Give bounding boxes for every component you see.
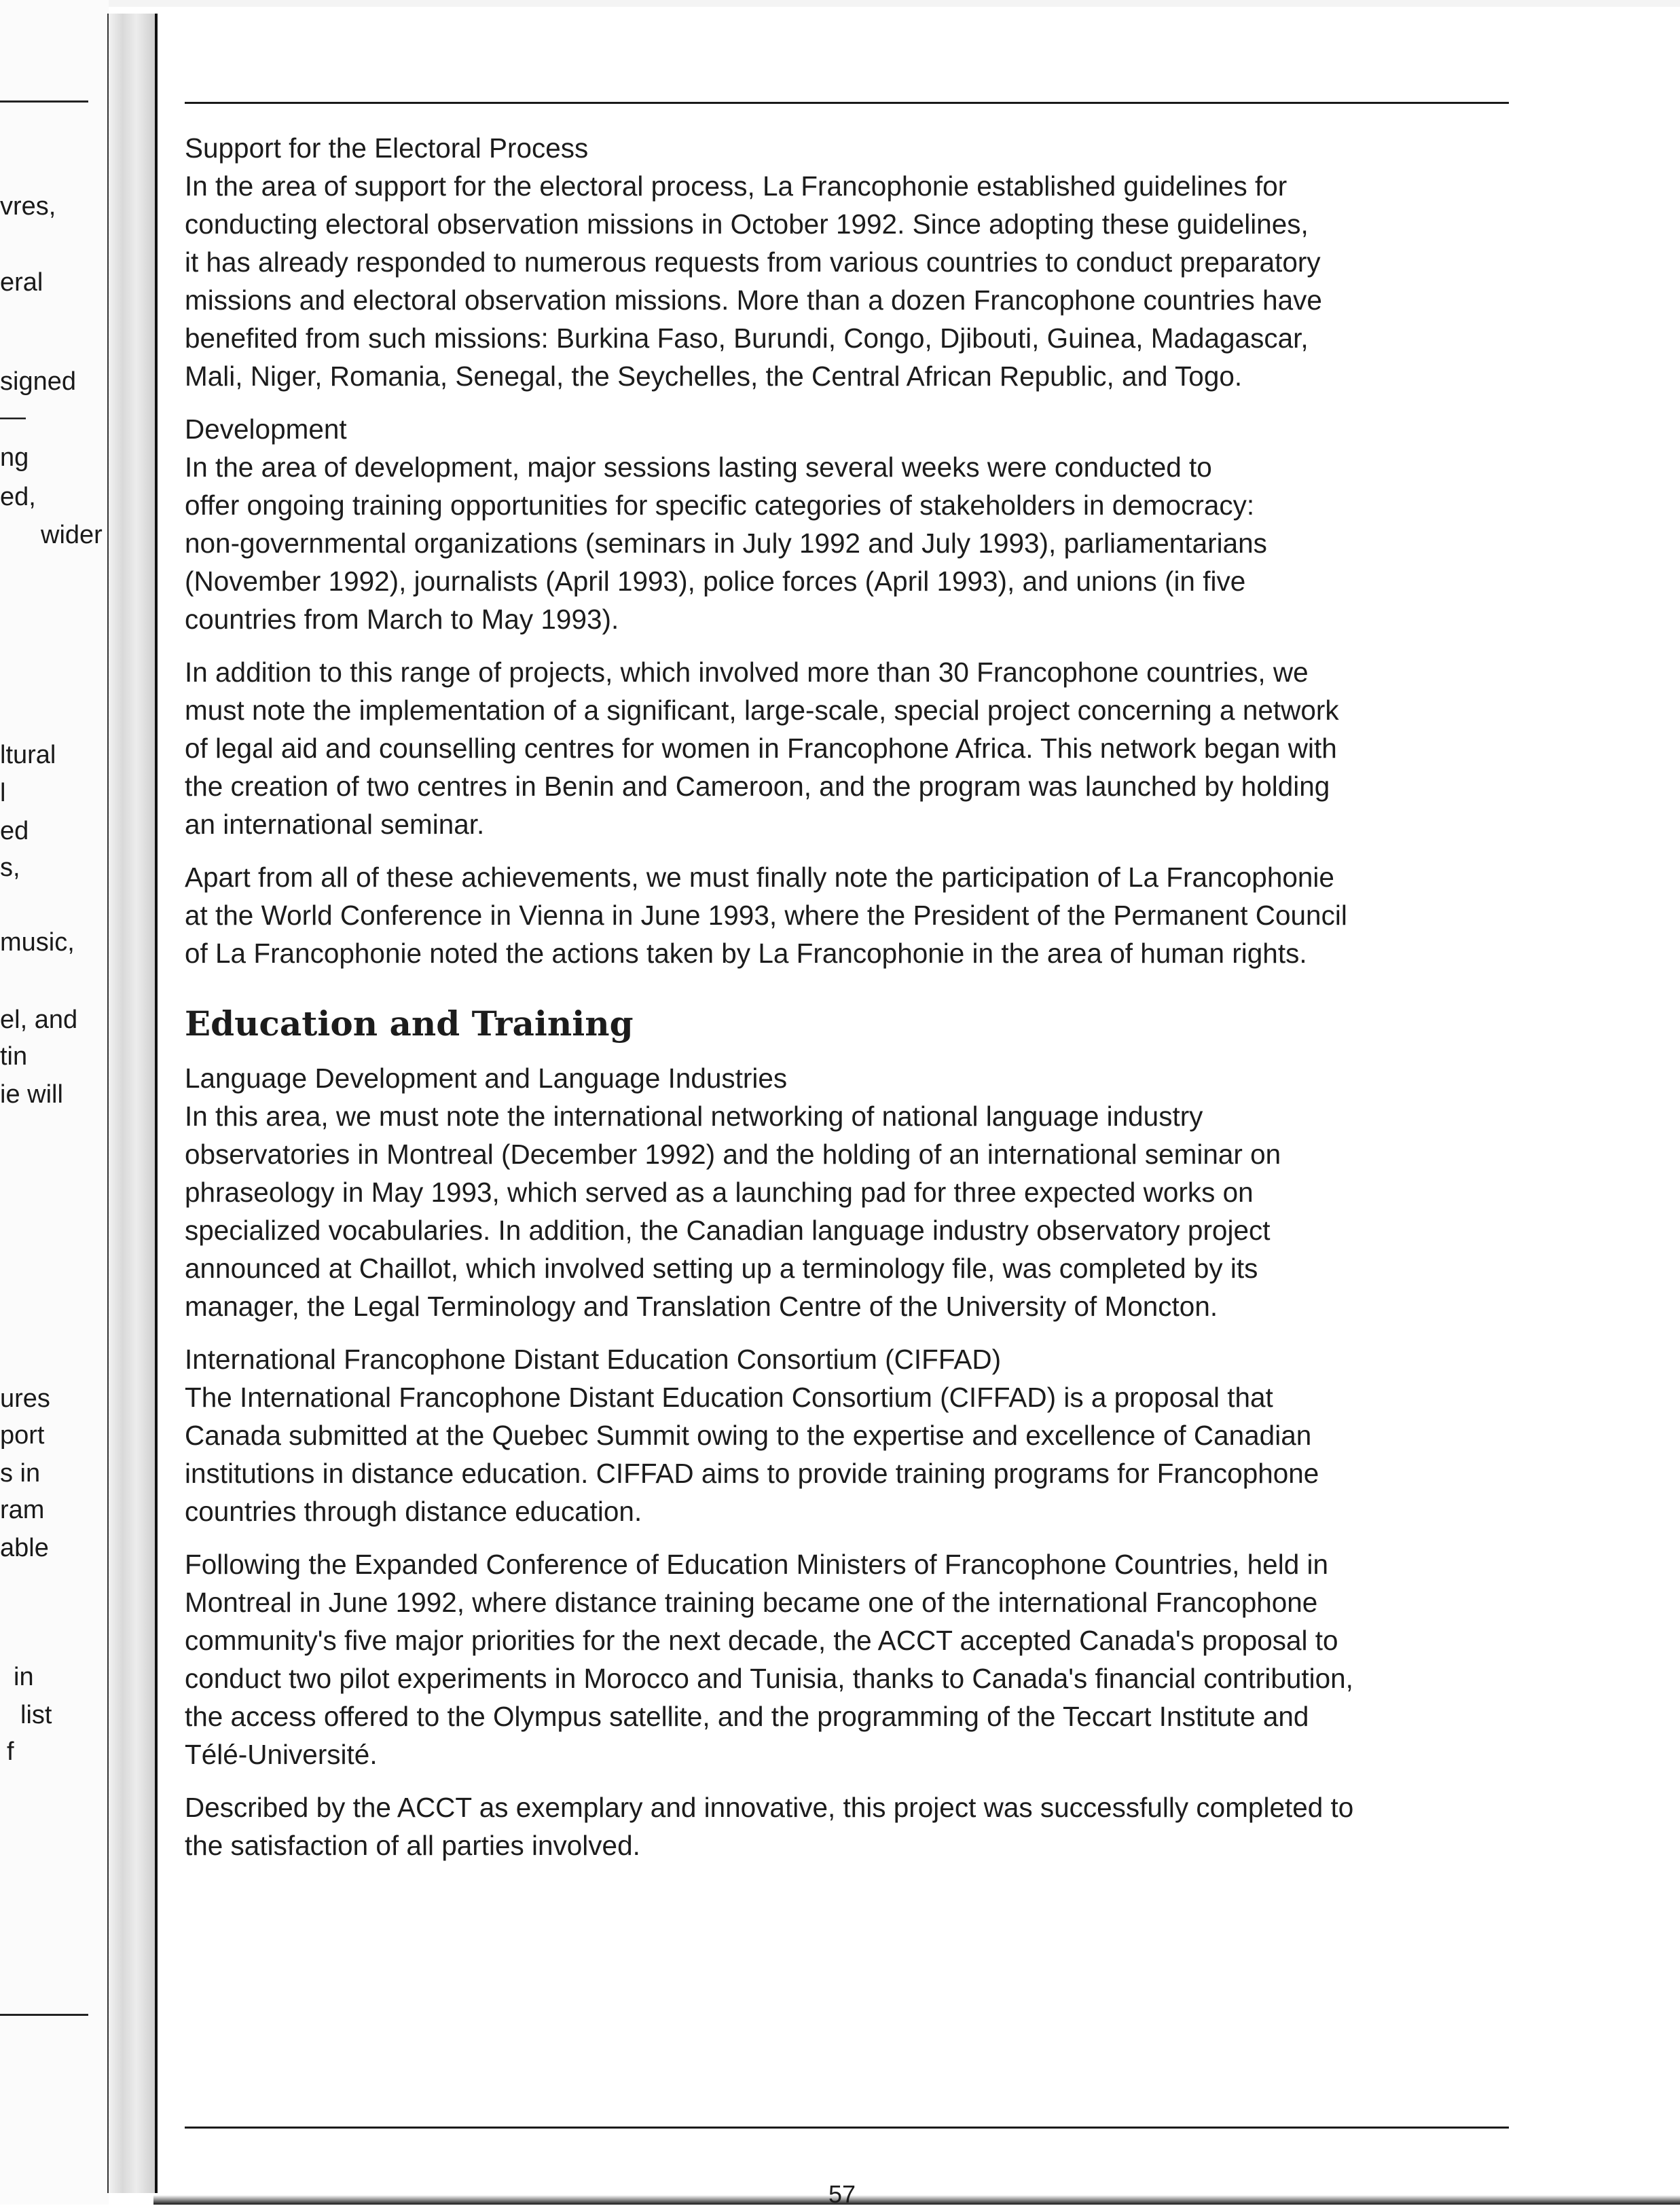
margin-fragment: port	[0, 1421, 45, 1450]
text-line: Mali, Niger, Romania, Senegal, the Seychelles, the Central African Republic, and Togo.	[185, 361, 1243, 392]
margin-fragment: vres,	[0, 192, 56, 221]
margin-fragment: eral	[0, 268, 43, 297]
text-line: must note the implementation of a significant, large-scale, special project concerning a network	[185, 695, 1339, 726]
adjacent-page-fragment	[0, 0, 109, 2205]
section-title-education: Education and Training	[185, 1004, 634, 1044]
section-ciffad	[185, 1340, 1516, 1864]
text-line: community's five major priorities for the next decade, the ACCT accepted Canada's proposal to	[185, 1625, 1338, 1656]
left-page-top-rule	[0, 100, 88, 103]
margin-fragment: in	[14, 1663, 34, 1691]
subheading-electoral: Support for the Electoral Process	[185, 132, 589, 164]
text-line: it has already responded to numerous requests from various countries to conduct preparatory	[185, 246, 1321, 278]
text-line: the access offered to the Olympus satellite, and the programming of the Teccart Institute and	[185, 1701, 1309, 1732]
margin-fragment: ltural	[0, 741, 56, 769]
margin-fragment: music,	[0, 928, 75, 957]
margin-fragment: ng	[0, 443, 29, 472]
text-line: institutions in distance education. CIFFAD aims to provide training programs for Francophone	[185, 1458, 1319, 1489]
section-language	[185, 1059, 1516, 1325]
text-line: missions and electoral observation missions. More than a dozen Francophone countries have	[185, 284, 1322, 316]
text-line: non-governmental organizations (seminars in July 1992 and July 1993), parliamentarians	[185, 528, 1267, 559]
margin-fragment: wider	[41, 521, 103, 549]
margin-fragment: s,	[0, 853, 20, 882]
subheading-ciffad: International Francophone Distant Education Consortium (CIFFAD)	[185, 1344, 1002, 1375]
scan-top-edge	[0, 0, 1680, 7]
text-line: Described by the ACCT as exemplary and innovative, this project was successfully completed to	[185, 1792, 1354, 1823]
paragraph-ciffad	[185, 1378, 1516, 1530]
page-number: 57	[828, 2180, 856, 2208]
page-body	[185, 129, 1516, 1879]
paragraph-development	[185, 448, 1516, 638]
text-line: In this area, we must note the international networking of national language industry	[185, 1101, 1203, 1132]
section-development	[185, 410, 1516, 972]
text-line: of legal aid and counselling centres for women in Francophone Africa. This network began with	[185, 733, 1337, 764]
margin-fragment: list	[20, 1701, 52, 1729]
margin-fragment: ed	[0, 817, 29, 845]
paragraph-language	[185, 1097, 1516, 1325]
text-line: countries through distance education.	[185, 1496, 642, 1527]
text-line: phraseology in May 1993, which served as a launching pad for three expected works on	[185, 1177, 1254, 1208]
subheading-language: Language Development and Language Industries	[185, 1063, 788, 1094]
text-line: conduct two pilot experiments in Morocco and Tunisia, thanks to Canada's financial contribution,	[185, 1663, 1353, 1694]
subheading-development: Development	[185, 413, 347, 445]
text-line: an international seminar.	[185, 809, 485, 840]
left-page-bottom-rule	[0, 2014, 88, 2016]
margin-fragment: able	[0, 1534, 49, 1562]
section-electoral	[185, 129, 1516, 395]
text-line: the creation of two centres in Benin and Cameroon, and the program was launched by holding	[185, 771, 1330, 802]
margin-fragment: ed,	[0, 483, 36, 511]
text-line: of La Francophonie noted the actions taken by La Francophonie in the area of human rights.	[185, 938, 1307, 969]
text-line: benefited from such missions: Burkina Faso, Burundi, Congo, Djibouti, Guinea, Madagascar,	[185, 323, 1309, 354]
text-line: announced at Chaillot, which involved setting up a terminology file, was completed by its	[185, 1253, 1258, 1284]
text-line: at the World Conference in Vienna in June 1993, where the President of the Permanent Council	[185, 900, 1347, 931]
margin-fragment: signed	[0, 367, 76, 396]
paragraph-pilot-experiments	[185, 1545, 1516, 1773]
margin-fragment: ram	[0, 1496, 45, 1524]
scan-bottom-edge	[153, 2195, 1680, 2205]
margin-fragment: el, and	[0, 1006, 78, 1034]
text-line: In the area of support for the electoral process, La Francophonie established guidelines for	[185, 170, 1288, 202]
text-line: Canada submitted at the Quebec Summit owing to the expertise and excellence of Canadian	[185, 1420, 1312, 1451]
text-line: offer ongoing training opportunities for specific categories of stakeholders in democracy:	[185, 490, 1255, 521]
text-line: In addition to this range of projects, which involved more than 30 Francophone countries, we	[185, 657, 1309, 688]
margin-fragment: f	[7, 1737, 14, 1766]
margin-fragment: ie will	[0, 1080, 63, 1109]
text-line: The International Francophone Distant Education Consortium (CIFFAD) is a proposal that	[185, 1382, 1273, 1413]
text-line: Montreal in June 1992, where distance training became one of the international Francophone	[185, 1587, 1318, 1618]
paragraph-legal-aid	[185, 653, 1516, 843]
text-line: Apart from all of these achievements, we must finally note the participation of La Francophonie	[185, 862, 1334, 893]
text-line: (November 1992), journalists (April 1993), police forces (April 1993), and unions (in five	[185, 566, 1246, 597]
paragraph-vienna	[185, 858, 1516, 972]
text-line: observatories in Montreal (December 1992) and the holding of an international seminar on	[185, 1139, 1281, 1170]
text-line: Following the Expanded Conference of Education Ministers of Francophone Countries, held in	[185, 1549, 1328, 1580]
margin-fragment: —	[0, 403, 26, 431]
text-line: Télé-Université.	[185, 1739, 378, 1770]
margin-fragment: s in	[0, 1459, 41, 1488]
text-line: specialized vocabularies. In addition, the Canadian language industry observatory project	[185, 1215, 1271, 1246]
margin-fragment: tin	[0, 1042, 28, 1071]
margin-fragment: ures	[0, 1384, 50, 1413]
bottom-rule	[185, 2127, 1509, 2129]
text-line: countries from March to May 1993).	[185, 604, 619, 635]
text-line: In the area of development, major sessions lasting several weeks were conducted to	[185, 452, 1212, 483]
text-line: conducting electoral observation missions in October 1992. Since adopting these guidelines,	[185, 208, 1309, 240]
binding-gutter	[107, 14, 158, 2193]
paragraph-conclusion	[185, 1788, 1516, 1864]
text-line: manager, the Legal Terminology and Translation Centre of the University of Moncton.	[185, 1291, 1218, 1322]
paragraph-electoral	[185, 167, 1516, 395]
margin-fragment: l	[0, 779, 6, 807]
text-line: the satisfaction of all parties involved.	[185, 1830, 640, 1861]
top-rule	[185, 102, 1509, 104]
